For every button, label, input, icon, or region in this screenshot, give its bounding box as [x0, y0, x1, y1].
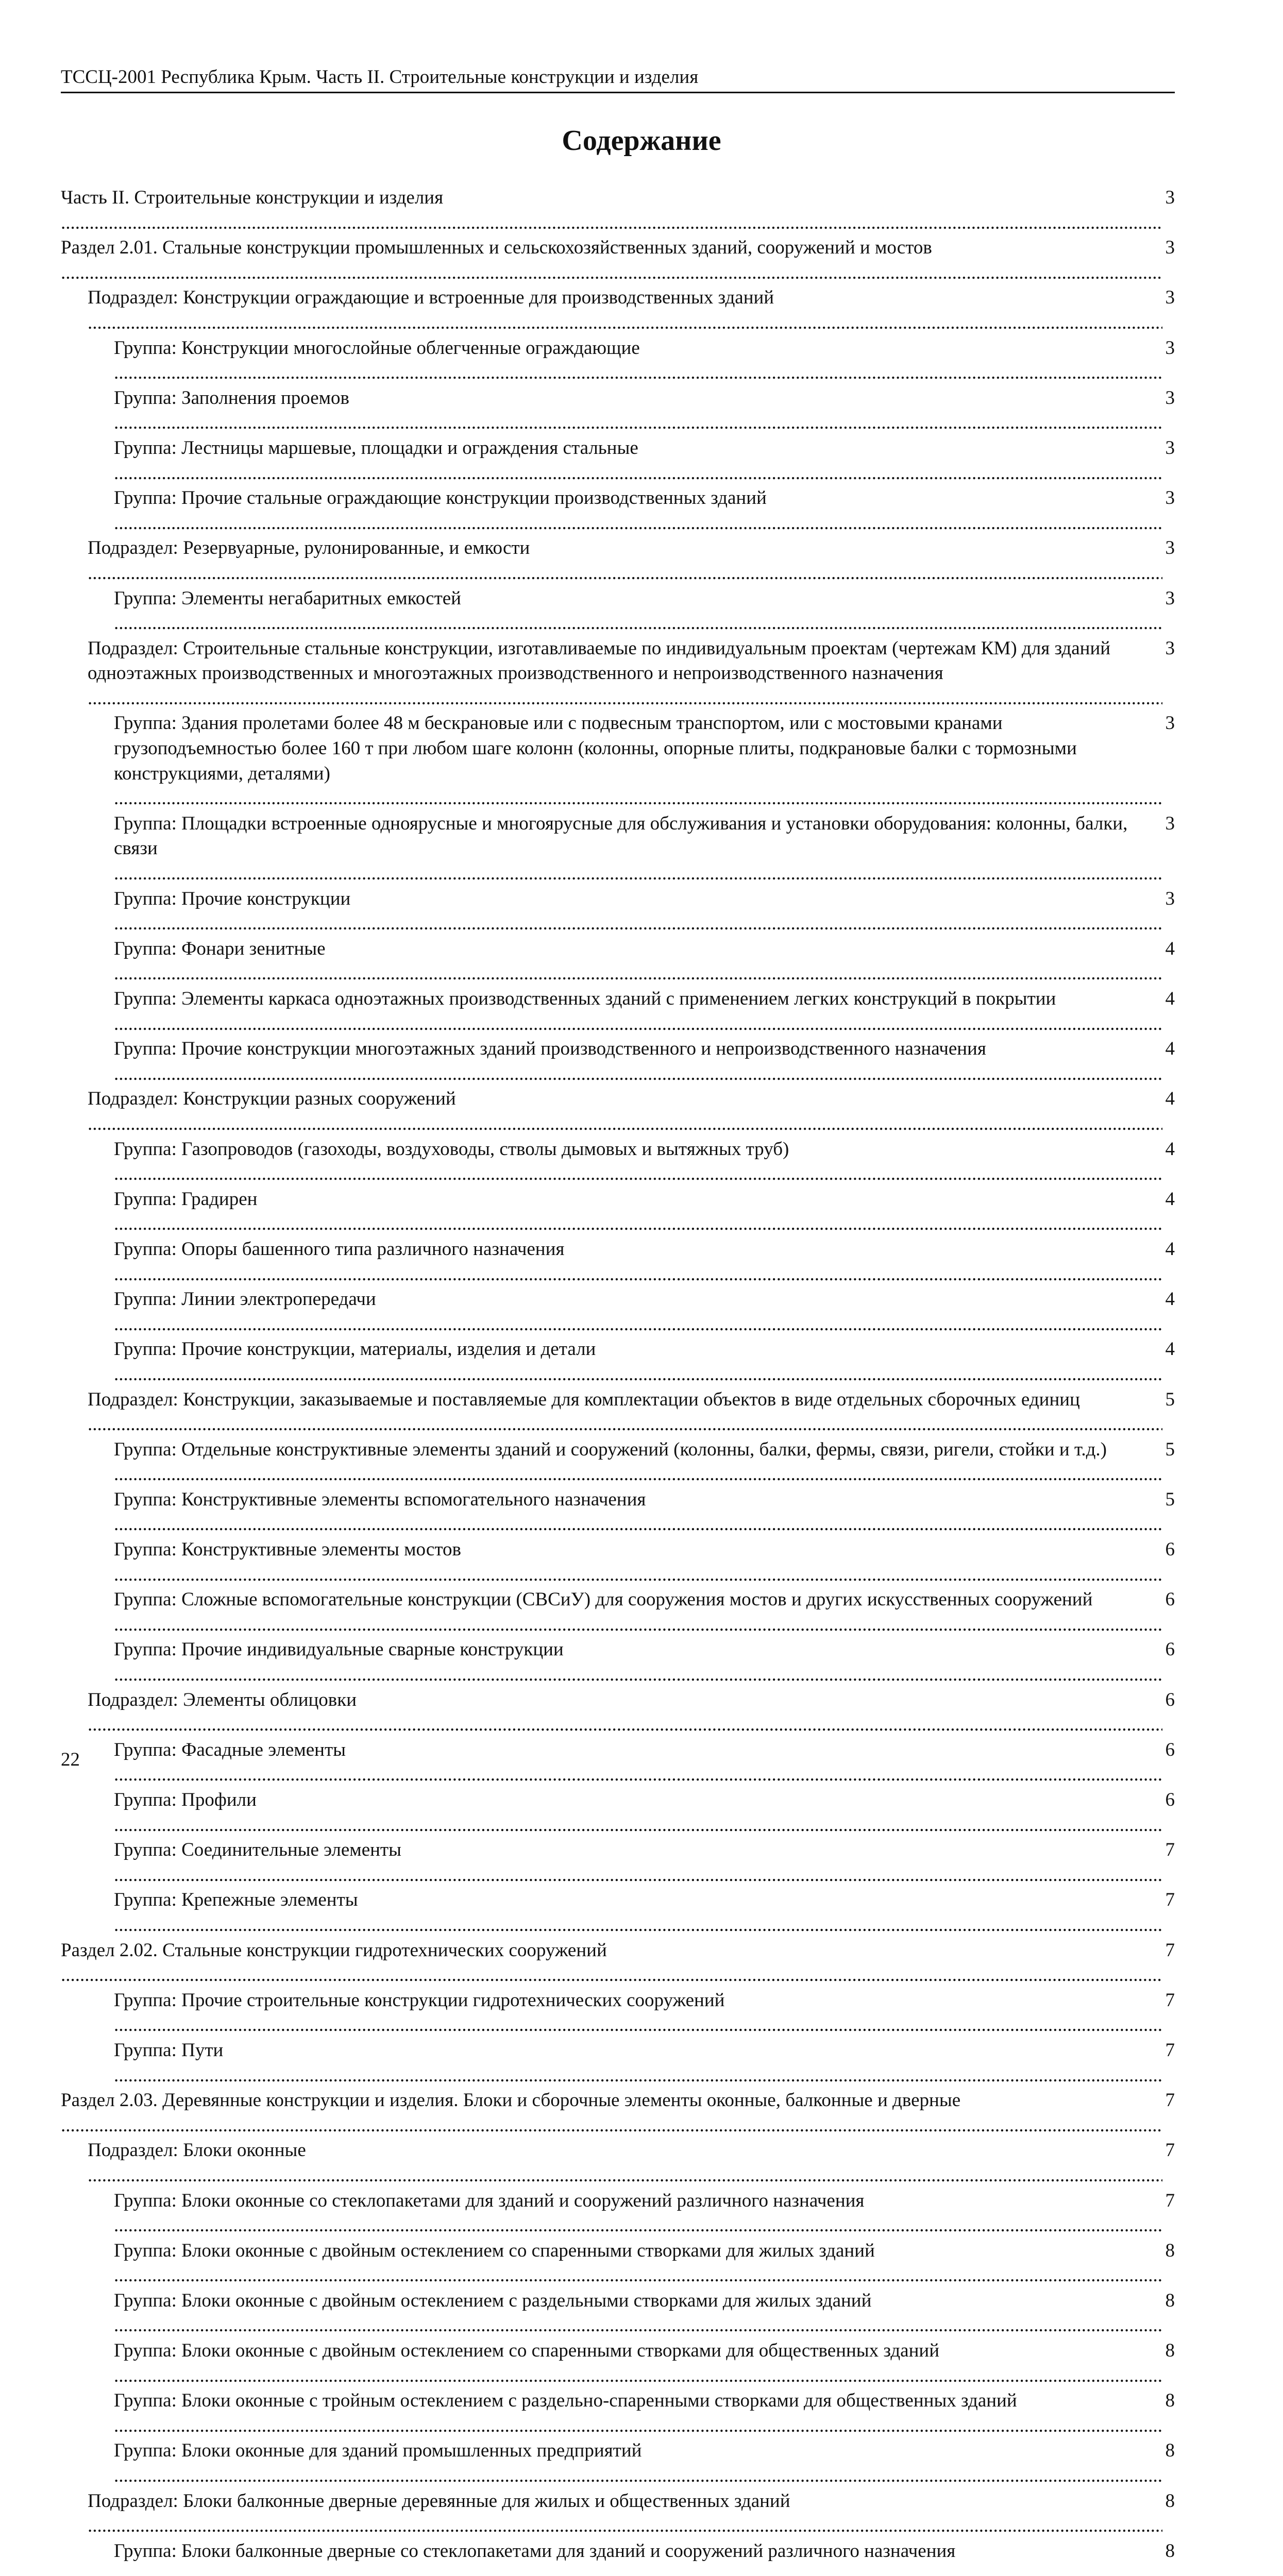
toc-entry[interactable] [61, 636, 1175, 711]
toc-entry-text: Раздел 2.02. Стальные конструкции гидротехнических сооружений [61, 1939, 607, 1961]
toc-entry[interactable] [61, 336, 1175, 386]
toc-entry-text: Группа: Прочие конструкции, материалы, изделия и детали [114, 1338, 596, 1360]
toc-entry-text: Подраздел: Конструкции ограждающие и встроенные для производственных зданий [88, 287, 774, 309]
toc-entry[interactable] [61, 2138, 1175, 2188]
toc-entry-text: Группа: Линии электропередачи [114, 1289, 376, 1310]
toc-entry[interactable] [61, 1137, 1175, 1187]
toc-page-number: 7 [1162, 1838, 1175, 1863]
toc-entry-text: Группа: Блоки оконные с двойным остеклением со спаренными створками для жилых зданий [114, 2240, 875, 2261]
toc-entry-text: Группа: Прочие конструкции многоэтажных зданий производственного и непроизводственного назначения [114, 1038, 986, 1060]
toc-page-number: 4 [1162, 987, 1175, 1012]
toc-page-number: 7 [1162, 2038, 1175, 2063]
running-header: ТССЦ-2001 Республика Крым. Часть II. Строительные конструкции и изделия [61, 65, 1175, 93]
toc-entry[interactable] [61, 536, 1175, 586]
toc-entry-text: Часть II. Строительные конструкции и изделия [61, 187, 444, 208]
toc-page-number: 3 [1162, 285, 1175, 311]
toc-entry-text: Группа: Блоки оконные с двойным остеклением со спаренными створками для общественных зданий [114, 2340, 940, 2362]
toc-page-number: 3 [1162, 436, 1175, 461]
toc-entry[interactable] [61, 937, 1175, 987]
toc-entry[interactable] [61, 1688, 1175, 1738]
toc-entry[interactable] [61, 1788, 1175, 1838]
toc-page-number: 4 [1162, 1237, 1175, 1262]
toc-page-number: 3 [1162, 536, 1175, 561]
toc-page-number: 7 [1162, 1988, 1175, 2013]
toc-entry[interactable] [61, 1838, 1175, 1888]
toc-entry-text: Группа: Здания пролетами более 48 м бескрановые или с подвесным транспортом, или с мостовыми кранами грузоподъемностью более 160 т при любом шаге колонн (колонны, опорные плиты, подкрановые балки с тормозными конструкциями, деталями) [114, 713, 1077, 784]
toc-entry[interactable] [61, 386, 1175, 436]
toc-page-number: 3 [1162, 486, 1175, 511]
toc-entry-text: Подраздел: Элементы облицовки [88, 1689, 357, 1710]
toc-entry[interactable] [61, 1237, 1175, 1287]
toc-entry[interactable] [61, 2539, 1175, 2576]
toc-page-number: 8 [1162, 2489, 1175, 2514]
toc-page-number: 4 [1162, 1187, 1175, 1212]
toc-entry-text: Подраздел: Конструкции разных сооружений [88, 1088, 456, 1110]
toc-entry[interactable] [61, 1537, 1175, 1587]
toc-entry[interactable] [61, 2189, 1175, 2239]
toc-entry[interactable] [61, 2388, 1175, 2438]
toc-entry[interactable] [61, 235, 1175, 285]
toc-entry[interactable] [61, 1738, 1175, 1788]
toc-entry-text: Группа: Конструктивные элементы вспомогательного назначения [114, 1488, 646, 1510]
toc-entry-text: Группа: Элементы каркаса одноэтажных производственных зданий с применением легких конструкций в покрытии [114, 988, 1056, 1009]
toc-page-number: 3 [1162, 336, 1175, 361]
toc-entry[interactable] [61, 486, 1175, 536]
toc-entry[interactable] [61, 811, 1175, 887]
toc-page-number: 8 [1162, 2388, 1175, 2414]
toc-page-number: 4 [1162, 1337, 1175, 1362]
toc-entry-text: Группа: Блоки оконные со стеклопакетами для зданий и сооружений различного назначения [114, 2190, 865, 2211]
toc-entry[interactable] [61, 1087, 1175, 1137]
toc-entry-text: Группа: Градирен [114, 1188, 258, 1210]
toc-page-number: 7 [1162, 2138, 1175, 2163]
toc-entry-text: Подраздел: Блоки оконные [88, 2140, 306, 2161]
toc-page-number: 3 [1162, 386, 1175, 411]
toc-entry[interactable] [61, 1387, 1175, 1437]
toc-entry[interactable] [61, 2489, 1175, 2539]
toc-page-number: 6 [1162, 1788, 1175, 1813]
toc-page-number: 8 [1162, 2539, 1175, 2564]
toc-page-number: 8 [1162, 2289, 1175, 2314]
toc-entry-text: Группа: Прочие конструкции [114, 888, 351, 909]
toc-page-number: 3 [1162, 586, 1175, 612]
toc-entry-text: Группа: Профили [114, 1789, 257, 1810]
toc-entry[interactable] [61, 987, 1175, 1037]
toc-entry-text: Группа: Прочие стальные ограждающие конструкции производственных зданий [114, 487, 767, 509]
toc-entry-text: Раздел 2.03. Деревянные конструкции и изделия. Блоки и сборочные элементы оконные, балконные и дверные [61, 2090, 961, 2111]
page-title: Содержание [562, 125, 721, 157]
toc-entry[interactable] [61, 1587, 1175, 1637]
toc-page-number: 3 [1162, 887, 1175, 912]
toc-entry-text: Группа: Сложные вспомогательные конструкции (СВСиУ) для сооружения мостов и других искусственных сооружений [114, 1589, 1093, 1611]
toc-entry[interactable] [61, 1037, 1175, 1087]
toc-entry[interactable] [61, 1988, 1175, 2038]
toc-entry-text: Группа: Лестницы маршевые, площадки и ограждения стальные [114, 437, 638, 459]
toc-entry-text: Группа: Газопроводов (газоходы, воздуховоды, стволы дымовых и вытяжных труб) [114, 1138, 789, 1160]
toc-entry[interactable] [61, 1888, 1175, 1938]
toc-entry[interactable] [61, 2088, 1175, 2138]
toc-page-number: 3 [1162, 185, 1175, 211]
toc-page-number: 4 [1162, 1037, 1175, 1062]
toc-entry-text: Группа: Фасадные элементы [114, 1739, 346, 1760]
toc-entry[interactable] [61, 2438, 1175, 2488]
toc-page-number: 6 [1162, 1637, 1175, 1663]
toc-entry-text: Группа: Соединительные элементы [114, 1839, 401, 1861]
toc-entry[interactable] [61, 285, 1175, 335]
toc-page-number: 6 [1162, 1738, 1175, 1763]
page-number: 22 [61, 1749, 80, 1770]
toc-entry[interactable] [61, 2239, 1175, 2289]
toc-entry-text: Группа: Конструктивные элементы мостов [114, 1539, 462, 1561]
toc-entry-text: Группа: Отдельные конструктивные элементы зданий и сооружений (колонны, балки, фермы, связи, ригели, стойки и т.д.) [114, 1438, 1107, 1460]
toc-page-number: 5 [1162, 1387, 1175, 1413]
toc-entry-text: Подраздел: Резервуарные, рулонированные, и емкости [88, 537, 530, 559]
toc-entry-text: Группа: Заполнения проемов [114, 387, 350, 409]
toc-entry-text: Группа: Блоки оконные с двойным остеклением с раздельными створками для жилых зданий [114, 2290, 872, 2311]
toc-page-number: 6 [1162, 1587, 1175, 1613]
toc-entry[interactable] [61, 711, 1175, 811]
toc-entry-text: Группа: Блоки балконные дверные со стеклопакетами для зданий и сооружений различного назначения [114, 2540, 956, 2562]
toc-entry-text: Группа: Элементы негабаритных емкостей [114, 587, 461, 609]
toc-entry[interactable] [61, 185, 1175, 235]
toc-page-number: 3 [1162, 235, 1175, 261]
toc-entry-text: Раздел 2.01. Стальные конструкции промышленных и сельскохозяйственных зданий, сооружений и мостов [61, 237, 932, 259]
toc-page-number: 6 [1162, 1688, 1175, 1713]
toc-entry-text: Подраздел: Блоки балконные дверные деревянные для жилых и общественных зданий [88, 2490, 790, 2512]
toc-entry[interactable] [61, 436, 1175, 486]
toc-page-number: 7 [1162, 2088, 1175, 2113]
toc-entry[interactable] [61, 2038, 1175, 2088]
toc-entry-text: Группа: Прочие строительные конструкции гидротехнических сооружений [114, 1989, 725, 2011]
toc-page-number: 3 [1162, 811, 1175, 837]
toc-page-number: 4 [1162, 937, 1175, 962]
toc-entry[interactable] [61, 2338, 1175, 2388]
toc-entry[interactable] [61, 2289, 1175, 2338]
toc-entry-text: Группа: Блоки оконные для зданий промышленных предприятий [114, 2440, 642, 2462]
toc-page-number: 8 [1162, 2338, 1175, 2364]
toc-entry[interactable] [61, 1187, 1175, 1237]
toc-page-number: 5 [1162, 1437, 1175, 1463]
toc-entry[interactable] [61, 1287, 1175, 1337]
toc-entry[interactable] [61, 1637, 1175, 1687]
toc-page-number: 3 [1162, 636, 1175, 662]
toc-entry-text: Группа: Фонари зенитные [114, 938, 326, 959]
toc-entry[interactable] [61, 586, 1175, 636]
toc-entry-text: Подраздел: Строительные стальные конструкции, изготавливаемые по индивидуальным проектам (чертежам КМ) для зданий одноэтажных производственных и многоэтажных производственного и непроизводственного назначения [88, 637, 1111, 684]
toc-entry-text: Группа: Крепежные элементы [114, 1889, 358, 1911]
toc-page-number: 7 [1162, 1938, 1175, 1963]
toc-entry-text: Группа: Площадки встроенные одноярусные и многоярусные для обслуживания и установки оборудования: колонны, балки, связи [114, 812, 1128, 859]
toc-page-number: 4 [1162, 1137, 1175, 1162]
toc-entry-text: Группа: Блоки оконные с тройным остеклением с раздельно-спаренными створками для общественных зданий [114, 2390, 1017, 2412]
toc-page-number: 7 [1162, 1888, 1175, 1913]
toc-entry-text: Группа: Пути [114, 2039, 224, 2061]
toc-entry[interactable] [61, 1938, 1175, 1988]
toc-entry[interactable] [61, 1337, 1175, 1387]
toc-entry[interactable] [61, 1437, 1175, 1487]
toc-entry[interactable] [61, 1487, 1175, 1537]
table-of-contents [61, 185, 1175, 2576]
toc-page-number: 3 [1162, 711, 1175, 736]
toc-entry-text: Группа: Конструкции многослойные облегченные ограждающие [114, 337, 640, 359]
toc-page-number: 4 [1162, 1087, 1175, 1112]
toc-page-number: 6 [1162, 1537, 1175, 1563]
toc-entry-text: Группа: Прочие индивидуальные сварные конструкции [114, 1639, 564, 1660]
toc-entry-text: Группа: Опоры башенного типа различного назначения [114, 1238, 565, 1260]
toc-page-number: 4 [1162, 1287, 1175, 1312]
toc-page-number: 8 [1162, 2239, 1175, 2264]
toc-entry[interactable] [61, 887, 1175, 937]
toc-page-number: 5 [1162, 1487, 1175, 1513]
toc-page-number: 7 [1162, 2189, 1175, 2214]
toc-page-number: 8 [1162, 2438, 1175, 2464]
toc-entry-text: Подраздел: Конструкции, заказываемые и поставляемые для комплектации объектов в виде отдельных сборочных единиц [88, 1388, 1080, 1410]
